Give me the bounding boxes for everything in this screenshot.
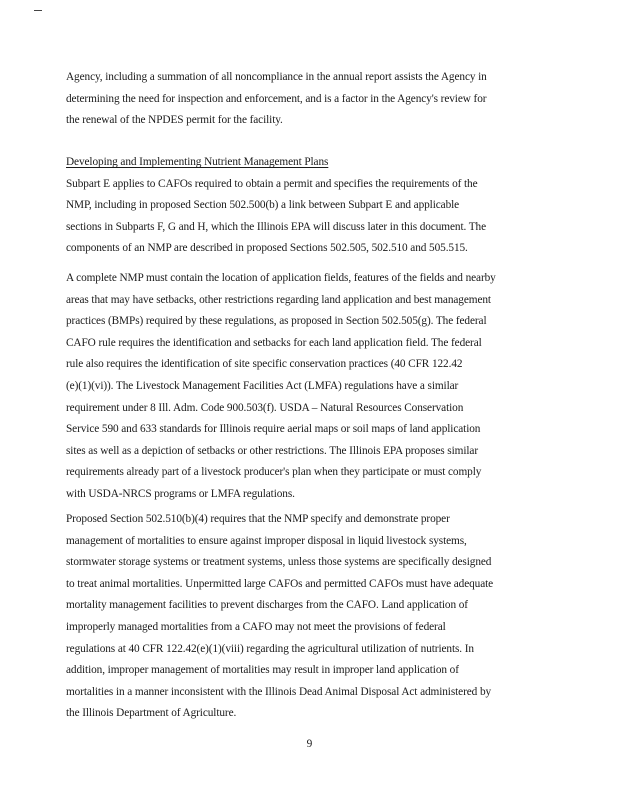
text-line: Subpart E applies to CAFOs required to obtain a permit and specifies the requirements of the [66,177,478,190]
text-line: (e)(1)(vi)). The Livestock Management Facilities Act (LMFA) regulations have a similar [66,379,459,392]
nutrient-management-section [66,152,546,260]
text-line: to treat animal mortalities. Unpermitted large CAFOs and permitted CAFOs must have adequate [66,577,494,590]
text-line: requirements already part of a livestock producer's plan when they participate or must comply [66,466,482,479]
intro-paragraph [66,67,546,132]
text-line: addition, improper management of mortalities may result in improper land application of [66,664,459,677]
text-line: requirement under 8 Ill. Adm. Code 900.503(f). USDA – Natural Resources Conservation [66,401,464,414]
text-line: rule also requires the identification of site specific conservation practices (40 CFR 122.42 [66,358,463,371]
text-line: NMP, including in proposed Section 502.500(b) a link between Subpart E and applicable [66,199,460,212]
scan-mark [34,10,42,11]
text-line: A complete NMP must contain the location of application fields, features of the fields and nearby [66,272,496,284]
mortality-management-paragraph [66,509,546,725]
text-line: mortalities in a manner inconsistent with the Illinois Dead Animal Disposal Act administered by [66,685,492,698]
text-line: Agency, including a summation of all noncompliance in the annual report assists the Agency in [66,71,487,83]
text-line: determining the need for inspection and enforcement, and is a factor in the Agency's review for [66,92,487,105]
text-line: CAFO rule requires the identification and setbacks for each land application field. The federal [66,336,482,349]
text-line: mortality management facilities to prevent discharges from the CAFO. Land application of [66,599,468,612]
text-line: Service 590 and 633 standards for Illinois require aerial maps or soil maps of land application [66,423,481,436]
text-line: stormwater storage systems or treatment systems, unless those systems are specifically designed [66,556,492,569]
page-number: 9 [306,738,313,750]
nmp-contents-paragraph [66,268,546,506]
text-line: sites as well as a depiction of setbacks or other restrictions. The Illinois EPA proposes similar [66,444,478,457]
text-line: sections in Subparts F, G and H, which the Illinois EPA will discuss later in this document. The [66,220,487,233]
text-line: the renewal of the NPDES permit for the facility. [66,114,283,127]
text-line: with USDA-NRCS programs or LMFA regulations. [66,487,295,500]
text-line: management of mortalities to ensure against improper disposal in liquid livestock systems, [66,534,467,547]
text-line: practices (BMPs) required by these regulations, as proposed in Section 502.505(g). The federal [66,315,487,328]
text-line: areas that may have setbacks, other restrictions regarding land application and best management [66,293,491,306]
text-line: components of an NMP are described in proposed Sections 502.505, 502.510 and 505.515. [66,242,468,255]
text-line: improperly managed mortalities from a CAFO may not meet the provisions of federal [66,620,446,633]
text-line: the Illinois Department of Agriculture. [66,707,237,720]
text-line: Proposed Section 502.510(b)(4) requires that the NMP specify and demonstrate proper [66,513,450,525]
section-heading: Developing and Implementing Nutrient Management Plans [66,156,329,168]
text-line: regulations at 40 CFR 122.42(e)(1)(viii) regarding the agricultural utilization of nutrients. In [66,642,474,655]
